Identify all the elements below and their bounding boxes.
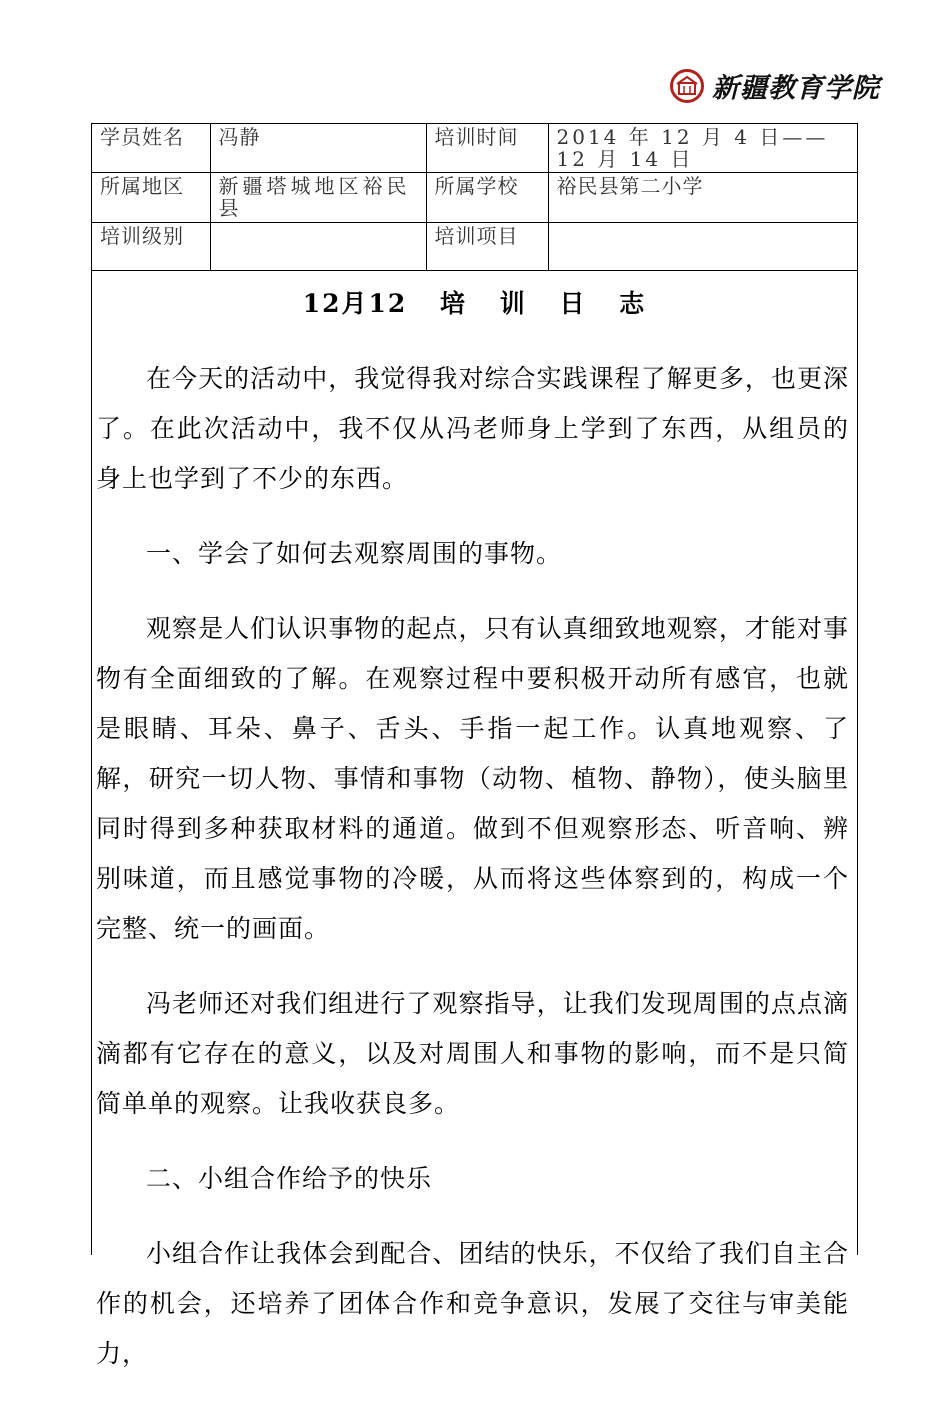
- value-training-level: [210, 222, 426, 270]
- school-name: 新疆教育学院: [712, 73, 880, 104]
- label-training-time: 培训时间: [426, 124, 548, 172]
- value-training-project: [548, 222, 857, 270]
- log-body: [92, 354, 857, 1404]
- value-region: 新疆塔城地区裕民县: [210, 172, 426, 222]
- label-training-project: 培训项目: [426, 222, 548, 270]
- value-student-name: 冯静: [210, 124, 426, 172]
- paragraph: 冯老师还对我们组进行了观察指导，让我们发现周围的点点滴滴都有它存在的意义，以及对周围人和事物的影响，而不是只简简单单的观察。让我收获良多。: [96, 989, 849, 1118]
- section-heading-1: 一、学会了如何去观察周围的事物。: [146, 539, 563, 568]
- table-row: [92, 222, 857, 270]
- log-date: 12月12: [302, 289, 408, 318]
- label-school: 所属学校: [426, 172, 548, 222]
- log-title: [92, 284, 857, 320]
- section-heading-2: 二、小组合作给予的快乐: [146, 1164, 433, 1193]
- table-row: [92, 172, 857, 222]
- school-logo: [670, 66, 880, 105]
- title-char: 志: [619, 289, 647, 318]
- value-training-time: 2014 年 12 月 4 日—— 12 月 14 日: [548, 124, 857, 172]
- label-training-level: 培训级别: [92, 222, 210, 270]
- paragraph: 在今天的活动中，我觉得我对综合实践课程了解更多，也更深了。在此次活动中，我不仅从冯老师身上学到了东西，从组员的身上也学到了不少的东西。: [96, 364, 849, 493]
- title-char: 日: [559, 289, 587, 318]
- paragraph: 小组合作让我体会到配合、团结的快乐，不仅给了我们自主合作的机会，还培养了团体合作和竞争意识，发展了交往与审美能力，: [96, 1239, 849, 1368]
- title-char: 培: [440, 289, 468, 318]
- student-info-table: [92, 124, 857, 271]
- title-char: 训: [499, 289, 527, 318]
- school-seal-icon: [670, 69, 704, 103]
- training-log-form: [91, 123, 858, 1368]
- value-school: 裕民县第二小学: [548, 172, 857, 222]
- table-row: [92, 124, 857, 172]
- paragraph: 观察是人们认识事物的起点，只有认真细致地观察，才能对事物有全面细致的了解。在观察过程中要积极开动所有感官，也就是眼睛、耳朵、鼻子、舌头、手指一起工作。认真地观察、了解，研究一切人物、事情和事物（动物、植物、静物），使头脑里同时得到多种获取材料的通道。做到不但观察形态、听音响、辨别味道，而且感觉事物的冷暖，从而将这些体察到的，构成一个完整、统一的画面。: [96, 614, 849, 943]
- label-student-name: 学员姓名: [92, 124, 210, 172]
- label-region: 所属地区: [92, 172, 210, 222]
